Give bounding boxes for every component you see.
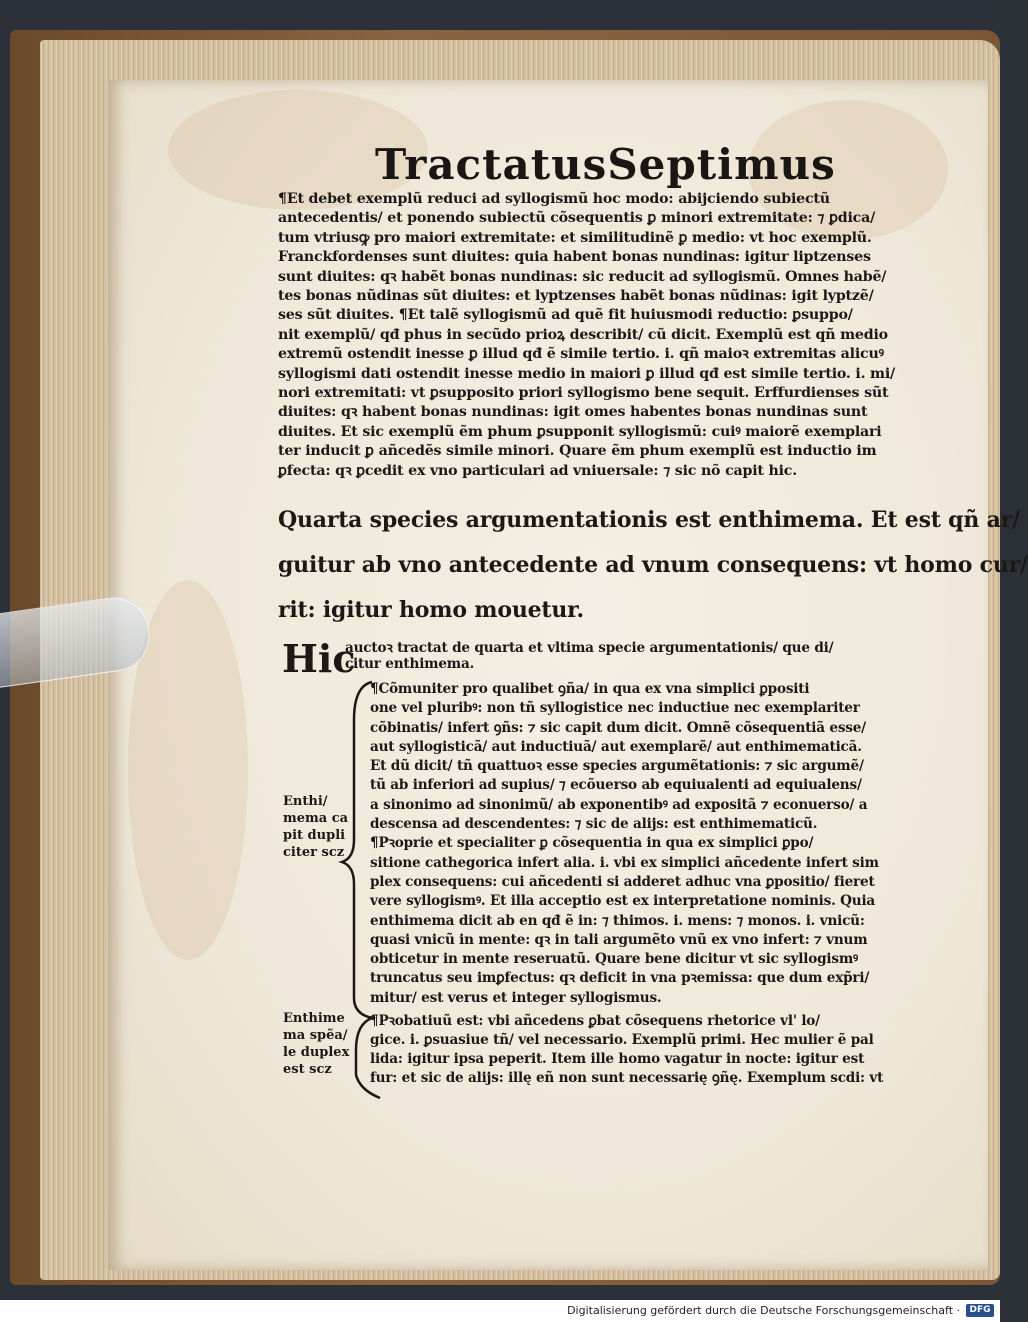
text-line: ter inducit ꝑ añcedẽs simile minori. Quare ẽm phum exemplũ est inductio im: [278, 443, 877, 460]
text-line: nit exemplũ/ qđ phus in secũdo prioꝝ describit/ cũ dicit. Exemplũ est qñ medio: [278, 326, 888, 343]
commentary-probatiuum: [370, 1012, 905, 1088]
margin-note-speciale: [283, 1010, 349, 1078]
text-line: syllogismi dati ostendit inesse medio in maiori ꝑ illud qđ est simile tertio. i. mi/: [278, 365, 896, 382]
paragraph-exemplum: [278, 190, 896, 481]
text-line: fur: et sic de alijs: illę eñ non sunt necessarię ꝯñę. Exemplum scdi: vt: [370, 1070, 884, 1086]
footer-bar: [0, 1300, 1000, 1322]
text-line: descensa ad descendentes: ⁊ sic de alijs: est enthimematicũ.: [370, 816, 818, 833]
note-line: citer scz: [283, 845, 345, 860]
main-text-enthimema: [278, 498, 1028, 633]
text-line: ses sũt diuites. ¶Et talẽ syllogismũ ad quẽ fit huiusmodi reductio: ꝑsuppo/: [278, 307, 853, 324]
title-left: Tractatus: [375, 140, 608, 189]
initial-hic: Hic: [282, 636, 356, 681]
text-line: auctoꝛ tractat de quarta et vltima specie argumentationis/ que di/: [345, 640, 834, 656]
text-line: enthimema dicit ab en qđ ẽ in: ⁊ thimos. i. mens: ⁊ monos. i. vnicũ:: [370, 912, 865, 929]
note-line: ma spẽa/: [283, 1028, 348, 1043]
text-line: aut syllogisticã/ aut inductiuã/ aut exemplarẽ/ aut enthimematicã.: [370, 738, 862, 755]
text-line: ¶Pꝛoprie et specialiter ꝑ cõsequentia in qua ex simplici ꝑpo/: [370, 835, 814, 852]
funding-credit: Digitalisierung gefördert durch die Deutsche Forschungsgemeinschaft ·: [567, 1304, 960, 1317]
commentary-communiter: [370, 680, 905, 1008]
text-line: citur enthimema.: [345, 655, 475, 672]
note-line: pit dupli: [283, 828, 346, 843]
text-line: Et dũ dicit/ tñ quattuoꝛ esse species argumẽtationis: ⁊ sic argumẽ/: [370, 758, 864, 775]
text-line: rit: igitur homo mouetur.: [278, 597, 585, 623]
text-line: sitione cathegorica infert alia. i. vbi ex simplici añcedente infert sim: [370, 854, 879, 871]
text-line: plex consequens: cui añcedenti si adderet adhuc vna ꝑpositio/ fieret: [370, 873, 875, 890]
text-line: ¶Et debet exemplũ reduci ad syllogismũ hoc modo: abijciendo subiectũ: [278, 191, 830, 207]
text-line: tes bonas nũdinas sũt diuites: et lyptzenses habẽt bonas nũdinas: igit lyptzẽ/: [278, 288, 874, 305]
text-line: guitur ab vno antecedente ad vnum consequens: vt homo cur/: [278, 552, 1028, 578]
text-line: tũ ab inferiori ad supius/ ⁊ ecõuerso ab equiualenti ad equiualens/: [370, 777, 862, 794]
text-line: diuites: qꝛ habent bonas nundinas: igit omes habentes bonas nundinas sunt: [278, 404, 868, 421]
text-line: Franckfordenses sunt diuites: quia habent bonas nundinas: igitur liptzenses: [278, 249, 871, 266]
text-line: diuites. Et sic exemplũ ẽm phum ꝑsupponit syllogismũ: cuiꝰ maiorẽ exemplari: [278, 423, 882, 440]
text-line: extremũ ostendit inesse ꝑ illud qđ ẽ simile tertio. i. qñ maioꝛ extremitas alicuꝰ: [278, 346, 884, 363]
note-line: Enthi/: [283, 794, 328, 809]
text-line: truncatus seu imꝑfectus: qꝛ deficit in vna pꝛemissa: que dum exp̃ri/: [370, 970, 870, 987]
note-line: est scz: [283, 1062, 332, 1077]
text-line: obticetur in mente reseruatũ. Quare bene dicitur vt sic syllogismꝰ: [370, 951, 858, 968]
text-line: lida: igitur ipsa peperit. Item ille homo vagatur in nocte: igitur est: [370, 1051, 865, 1067]
note-line: le duplex: [283, 1045, 350, 1060]
text-line: a sinonimo ad sinonimũ/ ab exponentibꝰ ad expositã ⁊ econuerso/ a: [370, 796, 868, 813]
note-line: mema ca: [283, 811, 349, 826]
dfg-logo: DFG: [966, 1304, 994, 1317]
text-line: ¶Cõmuniter pro qualibet ꝯña/ in qua ex vna simplici ꝑpositi: [370, 681, 810, 697]
text-line: antecedentis/ et ponendo subiectũ cõsequentis ꝑ minori extremitate: ⁊ ꝑdica/: [278, 210, 876, 227]
commentary-intro: [345, 641, 900, 672]
text-line: gice. i. ꝑsuasiue tñ/ vel necessario. Exemplũ primi. Hec mulier ẽ pal: [370, 1032, 874, 1048]
margin-note-enthimema: [283, 793, 348, 861]
text-line: ¶Pꝛobatiuũ est: vbi añcedens ꝑbat cõsequens rhetorice vl' lo/: [370, 1013, 820, 1029]
text-line: ꝑfecta: qꝛ ꝑcedit ex vno particulari ad vniuersale: ⁊ sic nõ capit hic.: [278, 462, 797, 479]
title-right: Septimus: [607, 140, 836, 189]
text-line: tum vtriusꝙ pro maiori extremitate: et similitudinẽ ꝑ medio: vt hoc exemplũ.: [278, 229, 872, 246]
text-line: Quarta species argumentationis est enthimema. Et est qñ ar/: [278, 507, 1020, 533]
text-line: vere syllogismꝰ. Et illa acceptio est ex interpretatione nominis. Quia: [370, 893, 876, 910]
text-line: one vel pluribꝰ: non tñ syllogistice nec inductiue nec exemplariter: [370, 700, 860, 717]
text-line: nori extremitati: vt ꝑsupposito priori syllogismo bene sequit. Erffurdienses sũt: [278, 385, 889, 402]
note-line: Enthime: [283, 1011, 345, 1026]
text-line: mitur/ est verus et integer syllogismus.: [370, 989, 662, 1006]
text-line: cõbinatis/ infert ꝯñs: ⁊ sic capit dum dicit. Omnẽ cõsequentiã esse/: [370, 719, 866, 736]
text-line: sunt diuites: qꝛ habẽt bonas nundinas: sic reducit ad syllogismũ. Omnes habẽ/: [278, 268, 887, 285]
page-title: [270, 140, 910, 189]
text-line: quasi vnicũ in mente: qꝛ in tali argumẽto vnũ ex vno infert: ⁊ vnum: [370, 931, 868, 948]
